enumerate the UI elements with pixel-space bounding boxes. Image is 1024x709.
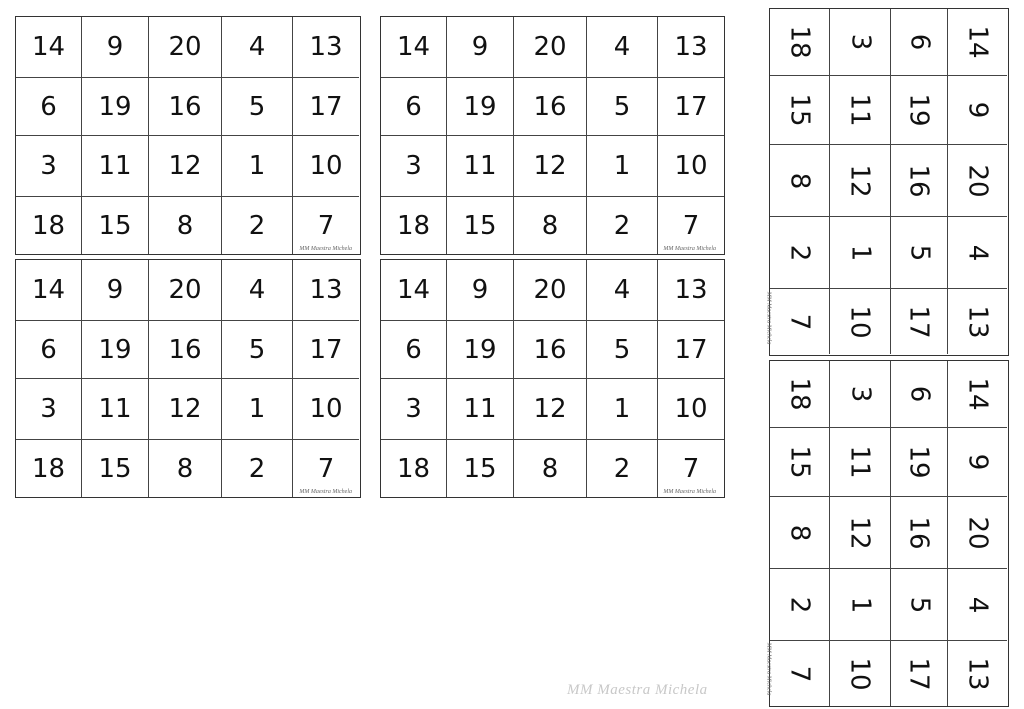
number-cell xyxy=(16,321,82,379)
number-cell xyxy=(587,78,658,136)
number-cell xyxy=(891,9,948,76)
number-label: 16 xyxy=(168,334,202,365)
number-cell xyxy=(891,497,948,569)
number-cell xyxy=(514,260,587,321)
number-cell xyxy=(222,379,293,440)
number-label: 6 xyxy=(405,334,422,365)
number-cell xyxy=(149,17,222,78)
card-credit: MM Maestra Michela xyxy=(299,246,352,252)
number-label: 17 xyxy=(904,304,934,339)
number-label: 1 xyxy=(248,151,266,181)
number-label: 16 xyxy=(533,334,567,365)
number-label: 16 xyxy=(168,91,202,122)
number-label: 13 xyxy=(962,656,993,691)
number-label: 15 xyxy=(784,445,815,479)
number-cell xyxy=(381,321,447,379)
number-cell xyxy=(891,569,948,641)
number-cell xyxy=(222,78,293,136)
number-cell xyxy=(948,289,1007,354)
number-cell xyxy=(514,440,587,497)
number-label: 4 xyxy=(962,244,993,261)
number-label: 17 xyxy=(674,91,708,122)
number-label: 8 xyxy=(541,453,559,484)
number-cell xyxy=(82,321,149,379)
number-cell xyxy=(658,260,724,321)
number-cell xyxy=(381,260,447,321)
number-cell xyxy=(658,17,724,78)
number-label: 8 xyxy=(176,453,194,484)
number-label: 7 xyxy=(682,210,700,241)
number-cell xyxy=(587,197,658,254)
number-label: 17 xyxy=(904,656,934,691)
number-cell xyxy=(587,17,658,78)
number-label: 20 xyxy=(962,163,993,198)
number-cell xyxy=(891,217,948,289)
number-label: 11 xyxy=(98,151,132,181)
number-cell xyxy=(948,76,1007,145)
number-cell xyxy=(381,17,447,78)
number-label: 18 xyxy=(31,453,66,484)
card-credit: MM Maestra Michela xyxy=(765,291,772,345)
number-cell xyxy=(830,361,891,428)
number-cell xyxy=(770,76,830,145)
number-cell xyxy=(16,440,82,497)
number-label: 1 xyxy=(613,151,631,181)
number-label: 9 xyxy=(106,32,124,62)
number-label: 5 xyxy=(613,334,631,365)
number-label: 3 xyxy=(40,394,57,424)
number-label: 20 xyxy=(533,32,567,62)
number-cell xyxy=(891,289,948,354)
number-cell xyxy=(948,217,1007,289)
number-cell xyxy=(770,569,830,641)
card-credit: MM Maestra Michela xyxy=(663,489,716,495)
number-label: 11 xyxy=(845,93,875,127)
card-grid xyxy=(16,17,359,254)
number-label: 3 xyxy=(40,151,57,181)
number-cell xyxy=(587,136,658,197)
number-label: 12 xyxy=(845,515,875,550)
bingo-card-top-middle xyxy=(380,16,725,255)
number-cell xyxy=(658,321,724,379)
number-label: 11 xyxy=(463,151,497,181)
number-cell xyxy=(891,428,948,497)
number-label: 12 xyxy=(533,151,567,181)
number-label: 5 xyxy=(248,91,266,122)
number-cell xyxy=(82,260,149,321)
number-label: 20 xyxy=(533,275,567,305)
number-label: 19 xyxy=(904,445,934,479)
number-label: 16 xyxy=(904,163,934,198)
number-label: 3 xyxy=(844,33,875,51)
number-cell xyxy=(587,379,658,440)
number-cell xyxy=(16,379,82,440)
number-label: 6 xyxy=(40,91,57,122)
number-cell xyxy=(830,428,891,497)
number-label: 4 xyxy=(962,596,993,613)
number-cell xyxy=(948,9,1007,76)
number-label: 9 xyxy=(471,275,489,305)
number-cell xyxy=(149,260,222,321)
number-cell xyxy=(948,641,1007,706)
number-label: 7 xyxy=(784,665,815,682)
number-cell xyxy=(222,17,293,78)
number-cell xyxy=(222,260,293,321)
number-label: 12 xyxy=(168,151,202,181)
number-cell xyxy=(82,197,149,254)
bingo-card-top-left xyxy=(15,16,361,255)
number-label: 20 xyxy=(962,515,993,550)
bingo-card-rotated-top xyxy=(765,8,1009,356)
number-label: 2 xyxy=(784,244,815,261)
number-label: 15 xyxy=(463,453,497,484)
number-label: 9 xyxy=(106,275,124,305)
number-label: 15 xyxy=(98,453,132,484)
number-cell xyxy=(770,217,830,289)
number-label: 18 xyxy=(784,25,815,59)
number-label: 3 xyxy=(405,394,422,424)
bingo-card-bottom-middle xyxy=(380,259,725,498)
number-label: 9 xyxy=(471,32,489,62)
bingo-card-rotated-bottom xyxy=(765,360,1009,707)
number-label: 2 xyxy=(613,453,631,484)
number-cell xyxy=(514,136,587,197)
number-cell xyxy=(381,440,447,497)
number-label: 1 xyxy=(844,244,875,261)
number-cell xyxy=(82,440,149,497)
number-cell xyxy=(381,136,447,197)
number-cell xyxy=(658,136,724,197)
number-cell xyxy=(222,440,293,497)
number-cell xyxy=(447,321,514,379)
number-label: 14 xyxy=(396,32,431,62)
number-cell xyxy=(830,76,891,145)
number-cell xyxy=(948,569,1007,641)
number-label: 4 xyxy=(613,275,631,305)
number-label: 16 xyxy=(904,515,934,550)
number-label: 20 xyxy=(168,275,202,305)
number-cell xyxy=(381,197,447,254)
number-cell xyxy=(149,440,222,497)
card-grid xyxy=(770,9,1007,354)
number-cell xyxy=(16,17,82,78)
number-label: 10 xyxy=(845,304,875,339)
number-cell xyxy=(891,361,948,428)
number-label: 6 xyxy=(40,334,57,365)
number-cell xyxy=(447,260,514,321)
number-cell xyxy=(16,78,82,136)
number-cell xyxy=(82,17,149,78)
number-cell xyxy=(770,361,830,428)
card-credit: MM Maestra Michela xyxy=(663,246,716,252)
number-cell xyxy=(222,321,293,379)
number-label: 12 xyxy=(845,163,875,198)
number-cell xyxy=(891,76,948,145)
number-label: 11 xyxy=(98,394,132,424)
number-label: 15 xyxy=(98,210,132,241)
number-cell xyxy=(82,78,149,136)
number-cell xyxy=(770,497,830,569)
number-label: 4 xyxy=(248,275,266,305)
number-label: 10 xyxy=(845,656,875,691)
number-label: 8 xyxy=(784,524,815,541)
number-label: 6 xyxy=(903,385,934,403)
number-cell xyxy=(587,440,658,497)
number-cell xyxy=(149,136,222,197)
number-label: 8 xyxy=(541,210,559,241)
number-cell xyxy=(149,379,222,440)
number-label: 6 xyxy=(405,91,422,122)
number-cell xyxy=(770,145,830,217)
card-credit: MM Maestra Michela xyxy=(299,489,352,495)
number-label: 4 xyxy=(248,32,266,62)
number-cell xyxy=(948,361,1007,428)
number-label: 14 xyxy=(962,25,993,59)
number-cell xyxy=(293,321,359,379)
number-label: 2 xyxy=(784,596,815,613)
number-label: 14 xyxy=(962,377,993,411)
number-cell xyxy=(948,497,1007,569)
number-label: 11 xyxy=(845,445,875,479)
number-cell xyxy=(770,428,830,497)
number-cell xyxy=(447,197,514,254)
number-cell xyxy=(514,379,587,440)
number-label: 4 xyxy=(613,32,631,62)
number-label: 7 xyxy=(317,210,335,241)
number-label: 18 xyxy=(396,210,431,241)
number-cell xyxy=(149,78,222,136)
number-cell xyxy=(149,321,222,379)
number-cell xyxy=(948,428,1007,497)
number-cell xyxy=(948,145,1007,217)
number-cell xyxy=(16,136,82,197)
number-label: 2 xyxy=(613,210,631,241)
number-label: 20 xyxy=(168,32,202,62)
number-cell xyxy=(447,136,514,197)
number-cell xyxy=(447,78,514,136)
number-label: 2 xyxy=(248,453,266,484)
number-label: 16 xyxy=(533,91,567,122)
number-label: 18 xyxy=(396,453,431,484)
number-cell xyxy=(658,379,724,440)
number-cell xyxy=(830,569,891,641)
number-label: 1 xyxy=(613,394,631,424)
number-cell xyxy=(770,9,830,76)
page-watermark: MM Maestra Michela xyxy=(567,682,708,698)
number-cell xyxy=(447,440,514,497)
number-label: 14 xyxy=(396,275,431,305)
number-label: 10 xyxy=(674,151,708,181)
number-label: 3 xyxy=(405,151,422,181)
number-label: 11 xyxy=(463,394,497,424)
card-grid xyxy=(770,361,1007,706)
number-cell xyxy=(149,197,222,254)
number-label: 9 xyxy=(962,453,993,471)
number-label: 19 xyxy=(98,334,132,365)
number-cell xyxy=(293,136,359,197)
number-cell xyxy=(770,289,830,354)
number-label: 19 xyxy=(98,91,132,122)
number-label: 7 xyxy=(682,453,700,484)
number-cell xyxy=(830,497,891,569)
number-label: 19 xyxy=(904,93,934,127)
number-cell xyxy=(587,260,658,321)
number-label: 13 xyxy=(674,275,708,305)
number-label: 12 xyxy=(533,394,567,424)
number-label: 17 xyxy=(309,91,343,122)
number-label: 19 xyxy=(463,91,497,122)
number-cell xyxy=(658,78,724,136)
number-label: 10 xyxy=(309,151,343,181)
number-label: 17 xyxy=(309,334,343,365)
bingo-card-bottom-left xyxy=(15,259,361,498)
number-label: 10 xyxy=(674,394,708,424)
number-cell xyxy=(293,260,359,321)
number-label: 5 xyxy=(248,334,266,365)
number-cell xyxy=(891,641,948,706)
number-cell xyxy=(514,197,587,254)
number-label: 15 xyxy=(784,93,815,127)
number-label: 10 xyxy=(309,394,343,424)
number-cell xyxy=(830,289,891,354)
number-label: 19 xyxy=(463,334,497,365)
number-label: 5 xyxy=(903,596,934,613)
number-label: 13 xyxy=(309,32,343,62)
number-label: 6 xyxy=(903,33,934,51)
card-credit: MM Maestra Michela xyxy=(765,642,772,696)
number-cell xyxy=(770,641,830,706)
number-cell xyxy=(891,145,948,217)
number-label: 18 xyxy=(784,377,815,411)
number-label: 3 xyxy=(844,385,875,403)
number-label: 1 xyxy=(844,596,875,613)
number-cell xyxy=(830,217,891,289)
number-label: 2 xyxy=(248,210,266,241)
card-grid xyxy=(381,260,724,497)
number-cell xyxy=(830,641,891,706)
number-label: 13 xyxy=(309,275,343,305)
number-label: 1 xyxy=(248,394,266,424)
number-cell xyxy=(293,78,359,136)
number-label: 12 xyxy=(168,394,202,424)
number-label: 18 xyxy=(31,210,66,241)
card-grid xyxy=(16,260,359,497)
number-cell xyxy=(16,260,82,321)
number-cell xyxy=(222,136,293,197)
number-label: 8 xyxy=(784,172,815,189)
number-label: 13 xyxy=(962,304,993,339)
number-label: 9 xyxy=(962,101,993,119)
number-label: 5 xyxy=(903,244,934,261)
number-cell xyxy=(514,78,587,136)
number-cell xyxy=(830,9,891,76)
number-label: 15 xyxy=(463,210,497,241)
number-cell xyxy=(293,17,359,78)
number-label: 14 xyxy=(31,32,66,62)
number-cell xyxy=(82,136,149,197)
number-cell xyxy=(447,17,514,78)
number-label: 8 xyxy=(176,210,194,241)
number-label: 7 xyxy=(784,313,815,330)
number-label: 13 xyxy=(674,32,708,62)
number-cell xyxy=(514,321,587,379)
number-label: 7 xyxy=(317,453,335,484)
number-label: 17 xyxy=(674,334,708,365)
number-cell xyxy=(222,197,293,254)
number-cell xyxy=(293,379,359,440)
number-cell xyxy=(381,379,447,440)
number-cell xyxy=(447,379,514,440)
number-cell xyxy=(381,78,447,136)
number-cell xyxy=(830,145,891,217)
number-cell xyxy=(587,321,658,379)
number-cell xyxy=(514,17,587,78)
number-cell xyxy=(16,197,82,254)
number-label: 5 xyxy=(613,91,631,122)
number-cell xyxy=(82,379,149,440)
card-grid xyxy=(381,17,724,254)
number-label: 14 xyxy=(31,275,66,305)
